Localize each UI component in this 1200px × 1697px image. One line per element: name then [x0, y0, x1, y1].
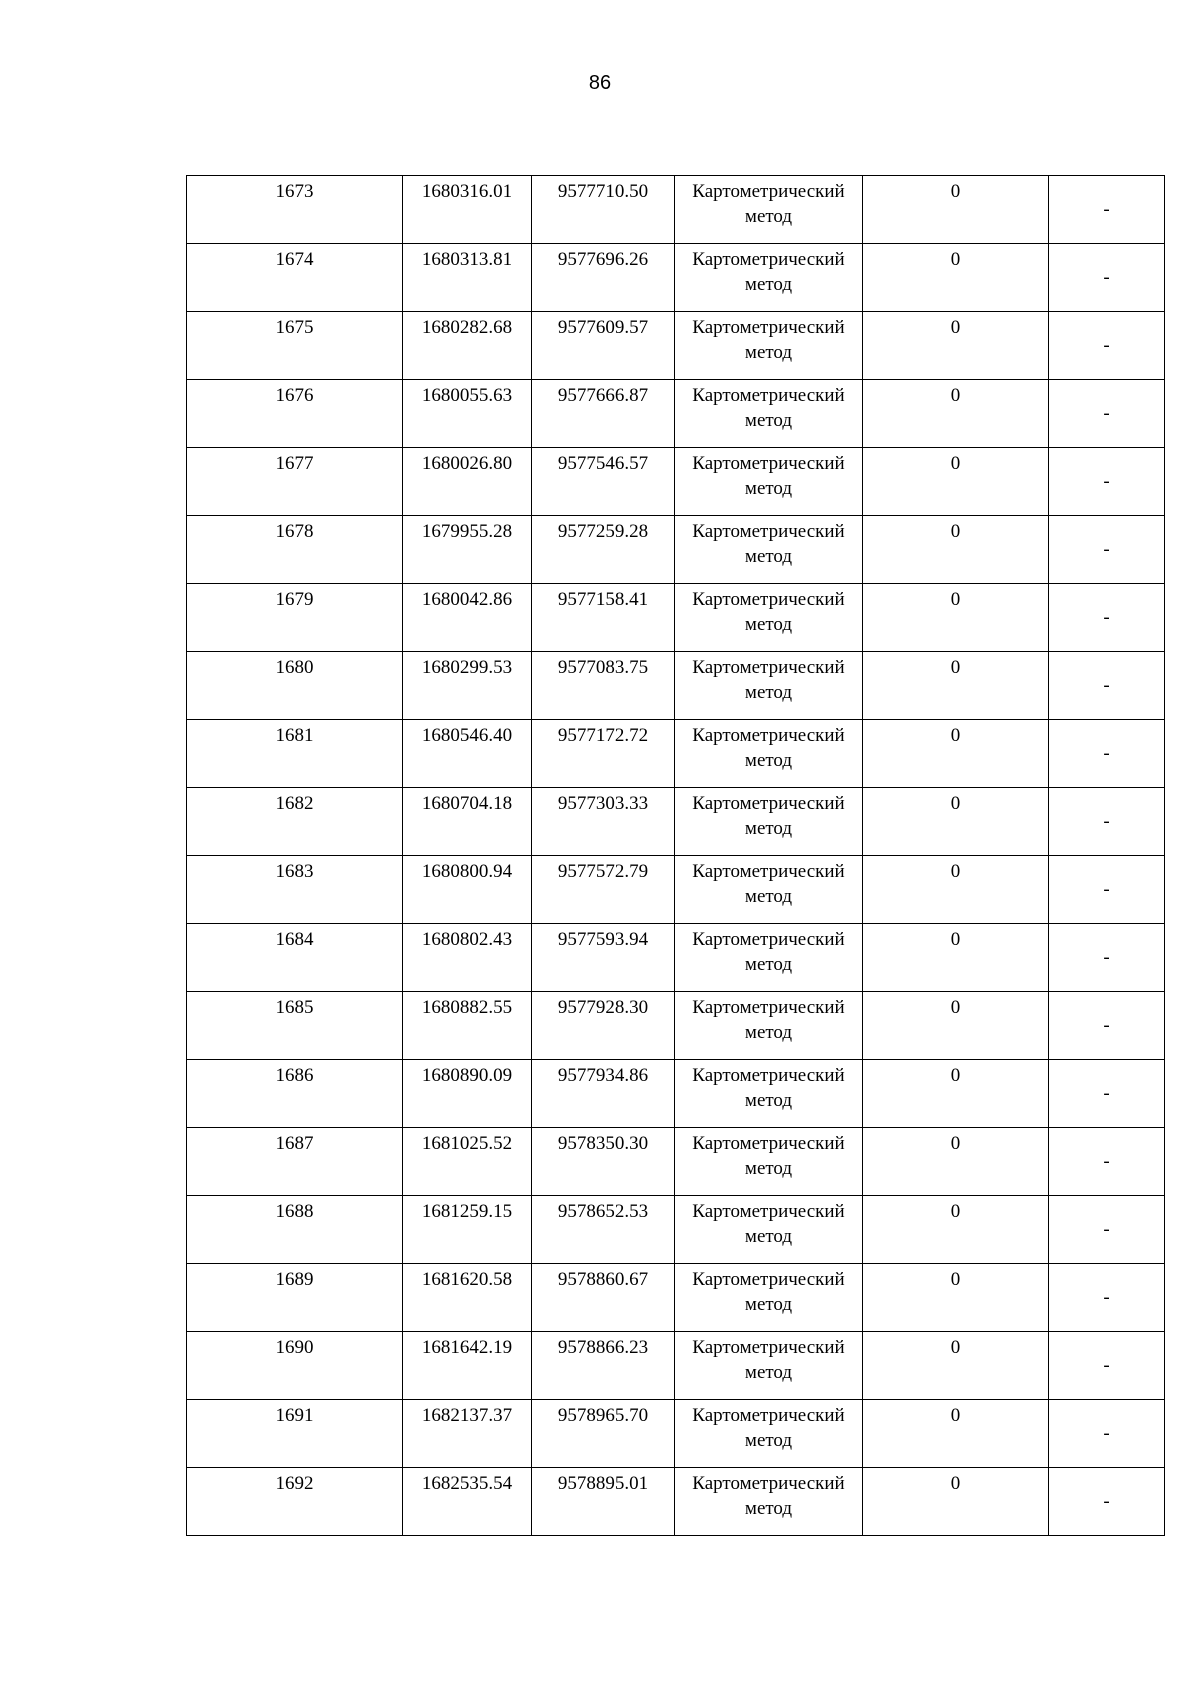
cell-error-value: 0 [863, 516, 1049, 584]
cell-x-coordinate: 1680316.01 [403, 176, 532, 244]
cell-method: Картометрический метод [675, 448, 863, 516]
cell-error-value: 0 [863, 1264, 1049, 1332]
cell-x-coordinate: 1680026.80 [403, 448, 532, 516]
cell-note: - [1049, 516, 1165, 584]
cell-method: Картометрический метод [675, 1128, 863, 1196]
table-row [187, 176, 1165, 244]
cell-point-number: 1683 [187, 856, 403, 924]
cell-y-coordinate: 9577083.75 [532, 652, 675, 720]
table-row [187, 312, 1165, 380]
cell-note: - [1049, 924, 1165, 992]
cell-error-value: 0 [863, 176, 1049, 244]
cell-y-coordinate: 9578860.67 [532, 1264, 675, 1332]
cell-point-number: 1692 [187, 1468, 403, 1536]
cell-point-number: 1673 [187, 176, 403, 244]
cell-method: Картометрический метод [675, 516, 863, 584]
cell-method: Картометрический метод [675, 1060, 863, 1128]
cell-y-coordinate: 9577934.86 [532, 1060, 675, 1128]
cell-y-coordinate: 9577303.33 [532, 788, 675, 856]
cell-x-coordinate: 1679955.28 [403, 516, 532, 584]
cell-note: - [1049, 720, 1165, 788]
cell-note: - [1049, 1264, 1165, 1332]
cell-x-coordinate: 1681259.15 [403, 1196, 532, 1264]
table-row [187, 1264, 1165, 1332]
cell-x-coordinate: 1680890.09 [403, 1060, 532, 1128]
cell-method: Картометрический метод [675, 584, 863, 652]
table-row [187, 516, 1165, 584]
cell-y-coordinate: 9577158.41 [532, 584, 675, 652]
cell-point-number: 1688 [187, 1196, 403, 1264]
cell-x-coordinate: 1681025.52 [403, 1128, 532, 1196]
cell-error-value: 0 [863, 312, 1049, 380]
cell-point-number: 1686 [187, 1060, 403, 1128]
cell-note: - [1049, 176, 1165, 244]
cell-x-coordinate: 1680802.43 [403, 924, 532, 992]
cell-x-coordinate: 1681620.58 [403, 1264, 532, 1332]
table-row [187, 924, 1165, 992]
cell-method: Картометрический метод [675, 380, 863, 448]
cell-point-number: 1675 [187, 312, 403, 380]
cell-error-value: 0 [863, 652, 1049, 720]
cell-x-coordinate: 1680055.63 [403, 380, 532, 448]
cell-x-coordinate: 1680546.40 [403, 720, 532, 788]
cell-x-coordinate: 1680704.18 [403, 788, 532, 856]
cell-y-coordinate: 9578895.01 [532, 1468, 675, 1536]
cell-method: Картометрический метод [675, 1468, 863, 1536]
cell-point-number: 1684 [187, 924, 403, 992]
cell-point-number: 1680 [187, 652, 403, 720]
cell-y-coordinate: 9577546.57 [532, 448, 675, 516]
cell-note: - [1049, 856, 1165, 924]
table-row [187, 1196, 1165, 1264]
cell-error-value: 0 [863, 856, 1049, 924]
cell-note: - [1049, 448, 1165, 516]
cell-point-number: 1689 [187, 1264, 403, 1332]
cell-point-number: 1687 [187, 1128, 403, 1196]
cell-x-coordinate: 1680313.81 [403, 244, 532, 312]
cell-y-coordinate: 9578965.70 [532, 1400, 675, 1468]
cell-y-coordinate: 9577593.94 [532, 924, 675, 992]
cell-y-coordinate: 9577696.26 [532, 244, 675, 312]
cell-y-coordinate: 9577172.72 [532, 720, 675, 788]
table-row [187, 1400, 1165, 1468]
cell-error-value: 0 [863, 1468, 1049, 1536]
cell-y-coordinate: 9577609.57 [532, 312, 675, 380]
cell-error-value: 0 [863, 584, 1049, 652]
table-row [187, 448, 1165, 516]
cell-note: - [1049, 1128, 1165, 1196]
cell-error-value: 0 [863, 1196, 1049, 1264]
cell-method: Картометрический метод [675, 720, 863, 788]
cell-error-value: 0 [863, 380, 1049, 448]
cell-note: - [1049, 312, 1165, 380]
cell-error-value: 0 [863, 1400, 1049, 1468]
table-row [187, 856, 1165, 924]
cell-method: Картометрический метод [675, 856, 863, 924]
cell-point-number: 1685 [187, 992, 403, 1060]
cell-point-number: 1674 [187, 244, 403, 312]
cell-note: - [1049, 1196, 1165, 1264]
cell-method: Картометрический метод [675, 1400, 863, 1468]
table-row [187, 652, 1165, 720]
table-row [187, 788, 1165, 856]
cell-point-number: 1681 [187, 720, 403, 788]
cell-x-coordinate: 1682137.37 [403, 1400, 532, 1468]
table-row [187, 1332, 1165, 1400]
table-row [187, 1128, 1165, 1196]
cell-note: - [1049, 992, 1165, 1060]
cell-error-value: 0 [863, 1128, 1049, 1196]
cell-x-coordinate: 1680282.68 [403, 312, 532, 380]
cell-point-number: 1682 [187, 788, 403, 856]
cell-y-coordinate: 9578652.53 [532, 1196, 675, 1264]
table-row [187, 244, 1165, 312]
page-number: 86 [588, 72, 612, 94]
cell-note: - [1049, 1060, 1165, 1128]
cell-error-value: 0 [863, 924, 1049, 992]
cell-error-value: 0 [863, 1060, 1049, 1128]
table-row [187, 584, 1165, 652]
table-row [187, 1468, 1165, 1536]
cell-point-number: 1691 [187, 1400, 403, 1468]
cell-x-coordinate: 1680800.94 [403, 856, 532, 924]
cell-x-coordinate: 1680042.86 [403, 584, 532, 652]
cell-method: Картометрический метод [675, 176, 863, 244]
cell-error-value: 0 [863, 788, 1049, 856]
cell-error-value: 0 [863, 992, 1049, 1060]
cell-point-number: 1678 [187, 516, 403, 584]
cell-method: Картометрический метод [675, 1264, 863, 1332]
cell-y-coordinate: 9577928.30 [532, 992, 675, 1060]
cell-method: Картометрический метод [675, 652, 863, 720]
cell-y-coordinate: 9577710.50 [532, 176, 675, 244]
cell-method: Картометрический метод [675, 992, 863, 1060]
cell-x-coordinate: 1680299.53 [403, 652, 532, 720]
table-row [187, 1060, 1165, 1128]
cell-y-coordinate: 9577666.87 [532, 380, 675, 448]
cell-method: Картометрический метод [675, 924, 863, 992]
cell-x-coordinate: 1681642.19 [403, 1332, 532, 1400]
cell-note: - [1049, 1468, 1165, 1536]
cell-error-value: 0 [863, 448, 1049, 516]
cell-note: - [1049, 584, 1165, 652]
table-row [187, 720, 1165, 788]
cell-method: Картометрический метод [675, 1332, 863, 1400]
coordinates-table [186, 175, 1165, 1536]
cell-note: - [1049, 652, 1165, 720]
coordinates-table-body [187, 176, 1165, 1536]
cell-x-coordinate: 1680882.55 [403, 992, 532, 1060]
cell-note: - [1049, 788, 1165, 856]
cell-note: - [1049, 1332, 1165, 1400]
table-row [187, 992, 1165, 1060]
cell-y-coordinate: 9577572.79 [532, 856, 675, 924]
cell-y-coordinate: 9577259.28 [532, 516, 675, 584]
cell-method: Картометрический метод [675, 1196, 863, 1264]
cell-error-value: 0 [863, 244, 1049, 312]
cell-point-number: 1679 [187, 584, 403, 652]
cell-method: Картометрический метод [675, 244, 863, 312]
cell-note: - [1049, 244, 1165, 312]
cell-point-number: 1690 [187, 1332, 403, 1400]
cell-y-coordinate: 9578350.30 [532, 1128, 675, 1196]
cell-method: Картометрический метод [675, 312, 863, 380]
cell-method: Картометрический метод [675, 788, 863, 856]
cell-note: - [1049, 1400, 1165, 1468]
cell-x-coordinate: 1682535.54 [403, 1468, 532, 1536]
cell-y-coordinate: 9578866.23 [532, 1332, 675, 1400]
cell-point-number: 1676 [187, 380, 403, 448]
cell-point-number: 1677 [187, 448, 403, 516]
table-row [187, 380, 1165, 448]
cell-note: - [1049, 380, 1165, 448]
cell-error-value: 0 [863, 720, 1049, 788]
cell-error-value: 0 [863, 1332, 1049, 1400]
